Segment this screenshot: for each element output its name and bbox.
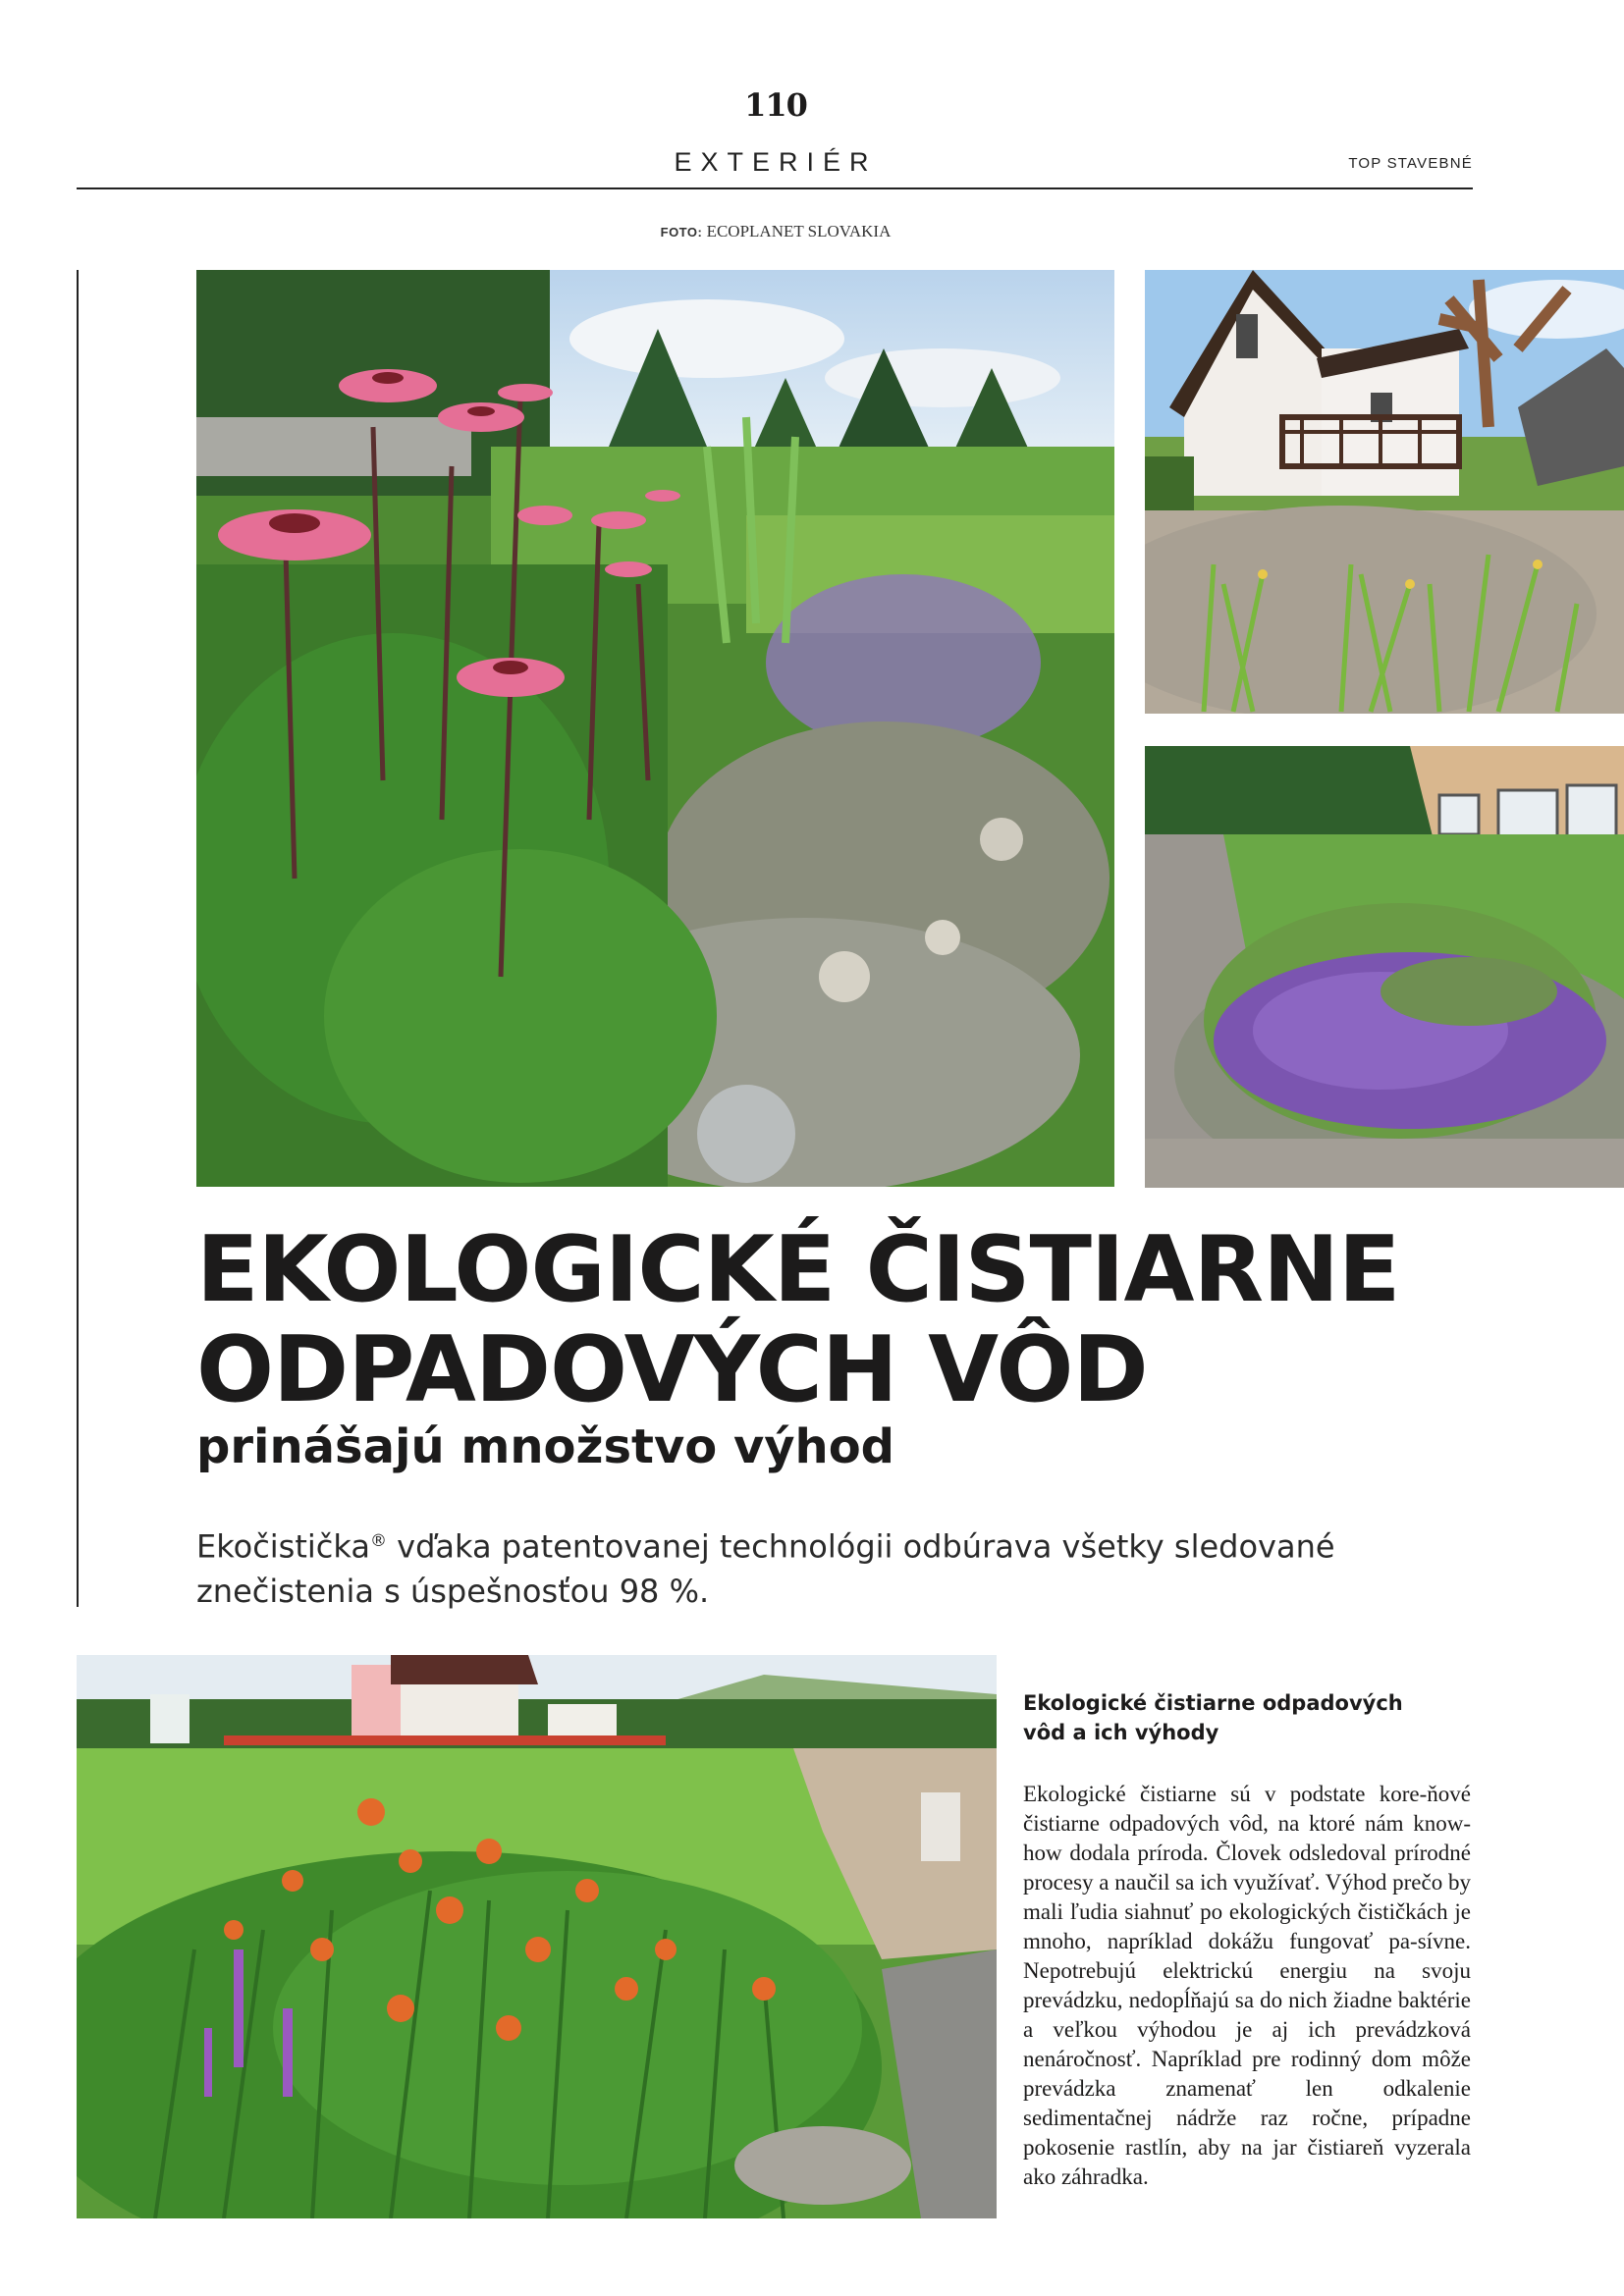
photo-credit-label: FOTO: [660,225,703,240]
article-headline [196,1216,1473,1422]
lead-text: vďaka patentovanej technológii odbúrava všetky sledované znečistenia s úspešnosťou 98 %. [196,1527,1335,1610]
registered-mark: ® [369,1531,387,1551]
page-number: 110 [744,86,807,124]
side-divider [77,270,79,1607]
photo-daylily-wetland [77,1655,997,2218]
header-divider [77,187,1473,189]
daylily-wetland-photo [77,1655,997,2218]
article-body: Ekologické čistiarne sú v podstate kore-ňové čistiarne odpadových vôd, na ktoré nám know-how dodala príroda. Človek odsledoval prírodné procesy a naučil sa ich využívať. Výhod prečo by mali ľudia siahnuť po ekologických čističkách je mnoho, napríklad dokážu fungovať pa-sívne. Nepotrebujú elektrickú energiu na svoju prevádzku, nedopĺňajú sa do nich žiadne baktérie a veľkou výhodou je aj ich prevádzková nenáročnosť. Napríklad pre rodinný dom môže prevádzka znamenať len odkalenie sedimentačnej nádrže raz ročne, prípadne pokosenie rastlín, aby na jar čistiareň vyzerala ako záhradka. [1023,1782,1471,2189]
magazine-name: TOP STAVEBNÉ [1348,155,1473,172]
lead-brand: Ekočistička [196,1527,370,1566]
lavender-wetland-photo [1145,746,1624,1188]
headline-line-2: ODPADOVÝCH VÔD [196,1316,1148,1422]
photo-credit-value: ECOPLANET SLOVAKIA [706,222,892,240]
photo-house-wetland [1145,270,1624,714]
aside-title: Ekologické čistiarne odpadových vôd a ich výhody [1023,1691,1403,1744]
house-wetland-photo [1145,270,1624,714]
headline-line-1: EKOLOGICKÉ ČISTIARNE [196,1216,1400,1322]
photo-lavender-wetland [1145,746,1624,1188]
echinacea-garden-photo [196,270,1114,1187]
photo-credit [0,222,1551,241]
photo-echinacea-garden [196,270,1114,1187]
article-subheadline: prinášajú množstvo výhod [196,1419,895,1474]
article-lead [196,1520,1463,1614]
section-title: EXTERIÉR [674,147,878,177]
